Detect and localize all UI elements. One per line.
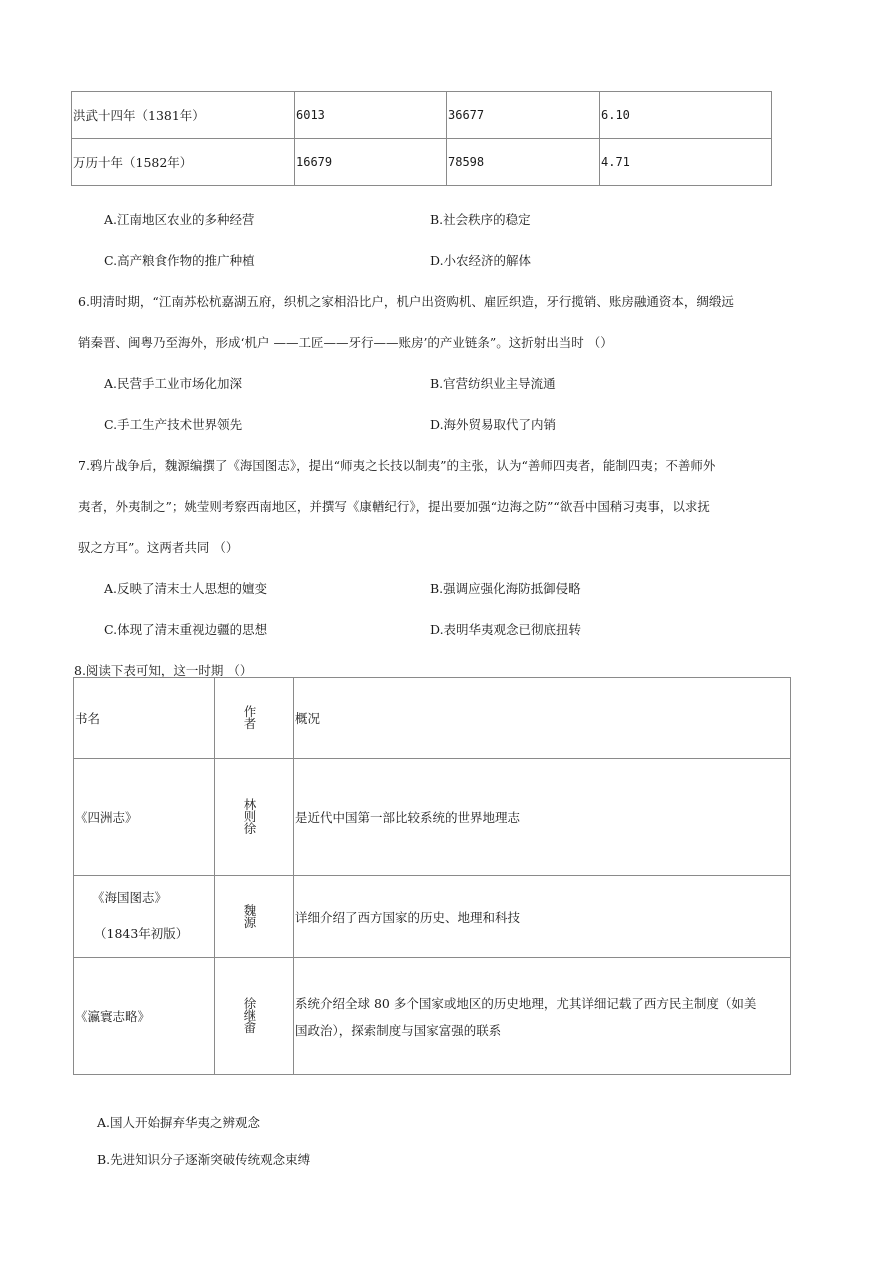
q7-stem-line3: 驭之方耳”。这两者共同 （） xyxy=(78,540,239,555)
q6-option-a: A.民营手工业市场化加深 xyxy=(104,376,243,391)
q7-option-d: D.表明华夷观念已彻底扭转 xyxy=(430,622,582,637)
q8-option-b: B.先进知识分子逐渐突破传统观念束缚 xyxy=(97,1152,311,1167)
table-cell: 78598 xyxy=(447,139,600,186)
table-cell: 洪武十四年（1381年） xyxy=(72,92,295,139)
table-row xyxy=(74,958,791,1075)
q6-option-d: D.海外贸易取代了内销 xyxy=(430,417,557,432)
table-row xyxy=(72,139,772,186)
book-author: 徐继畬 xyxy=(215,958,294,1075)
q7-stem-line1: 7.鸦片战争后，魏源编撰了《海国图志》，提出“师夷之长技以制夷”的主张，认为“善师四夷者，能制四夷；不善师外 xyxy=(78,458,716,473)
q6-stem-line1: 6.明清时期，“江南苏松杭嘉湖五府，织机之家相沿比户，机户出资购机、雇匠织造，牙行揽销、账房融通资本，绸缎远 xyxy=(78,294,734,309)
book-author: 林则徐 xyxy=(215,759,294,876)
q5-option-a: A.江南地区农业的多种经营 xyxy=(104,212,255,227)
q8-option-a: A.国人开始摒弃华夷之辨观念 xyxy=(97,1115,261,1130)
table-header-row xyxy=(74,678,791,759)
table-cell: 16679 xyxy=(295,139,447,186)
book-title: 《四洲志》 xyxy=(74,759,215,876)
book-summary: 系统介绍全球 80 多个国家或地区的历史地理，尤其详细记载了西方民主制度（如美 国政治），探索制度与国家富强的联系 xyxy=(294,958,791,1075)
table-cell: 万历十年（1582年） xyxy=(72,139,295,186)
book-title: 《海国图志》 （1843年初版） xyxy=(74,876,215,958)
table-cell: 6013 xyxy=(295,92,447,139)
q6-option-b: B.官营纺织业主导流通 xyxy=(430,376,556,391)
book-title: 《瀛寰志略》 xyxy=(74,958,215,1075)
q6-stem-line2: 销秦晋、闽粤乃至海外，形成‘机户 ——工匠——牙行——账房’的产业链条”。这折射出当时 （） xyxy=(78,335,613,350)
q7-option-c: C.体现了清末重视边疆的思想 xyxy=(104,622,268,637)
population-table xyxy=(71,91,772,186)
book-summary: 详细介绍了西方国家的历史、地理和科技 xyxy=(294,876,791,958)
books-table xyxy=(73,677,791,1075)
book-author: 魏源 xyxy=(215,876,294,958)
header-author: 作者 xyxy=(215,678,294,759)
q7-option-a: A.反映了清末士人思想的嬗变 xyxy=(104,581,268,596)
header-book: 书名 xyxy=(74,678,215,759)
table-cell: 6.10 xyxy=(600,92,772,139)
q8-stem: 8.阅读下表可知，这一时期 （） xyxy=(74,663,253,678)
q7-option-b: B.强调应强化海防抵御侵略 xyxy=(430,581,581,596)
q6-option-c: C.手工生产技术世界领先 xyxy=(104,417,243,432)
q5-option-b: B.社会秩序的稳定 xyxy=(430,212,531,227)
q5-option-c: C.高产粮食作物的推广种植 xyxy=(104,253,255,268)
q5-option-d: D.小农经济的解体 xyxy=(430,253,532,268)
table-cell: 4.71 xyxy=(600,139,772,186)
q7-stem-line2: 夷者，外夷制之”；姚莹则考察西南地区，并撰写《康輶纪行》，提出要加强“边海之防”“欲吾中国稍习夷事，以求抚 xyxy=(78,499,710,514)
header-summary: 概况 xyxy=(294,678,791,759)
table-row xyxy=(74,759,791,876)
book-summary: 是近代中国第一部比较系统的世界地理志 xyxy=(294,759,791,876)
table-row xyxy=(72,92,772,139)
table-cell: 36677 xyxy=(447,92,600,139)
table-row xyxy=(74,876,791,958)
